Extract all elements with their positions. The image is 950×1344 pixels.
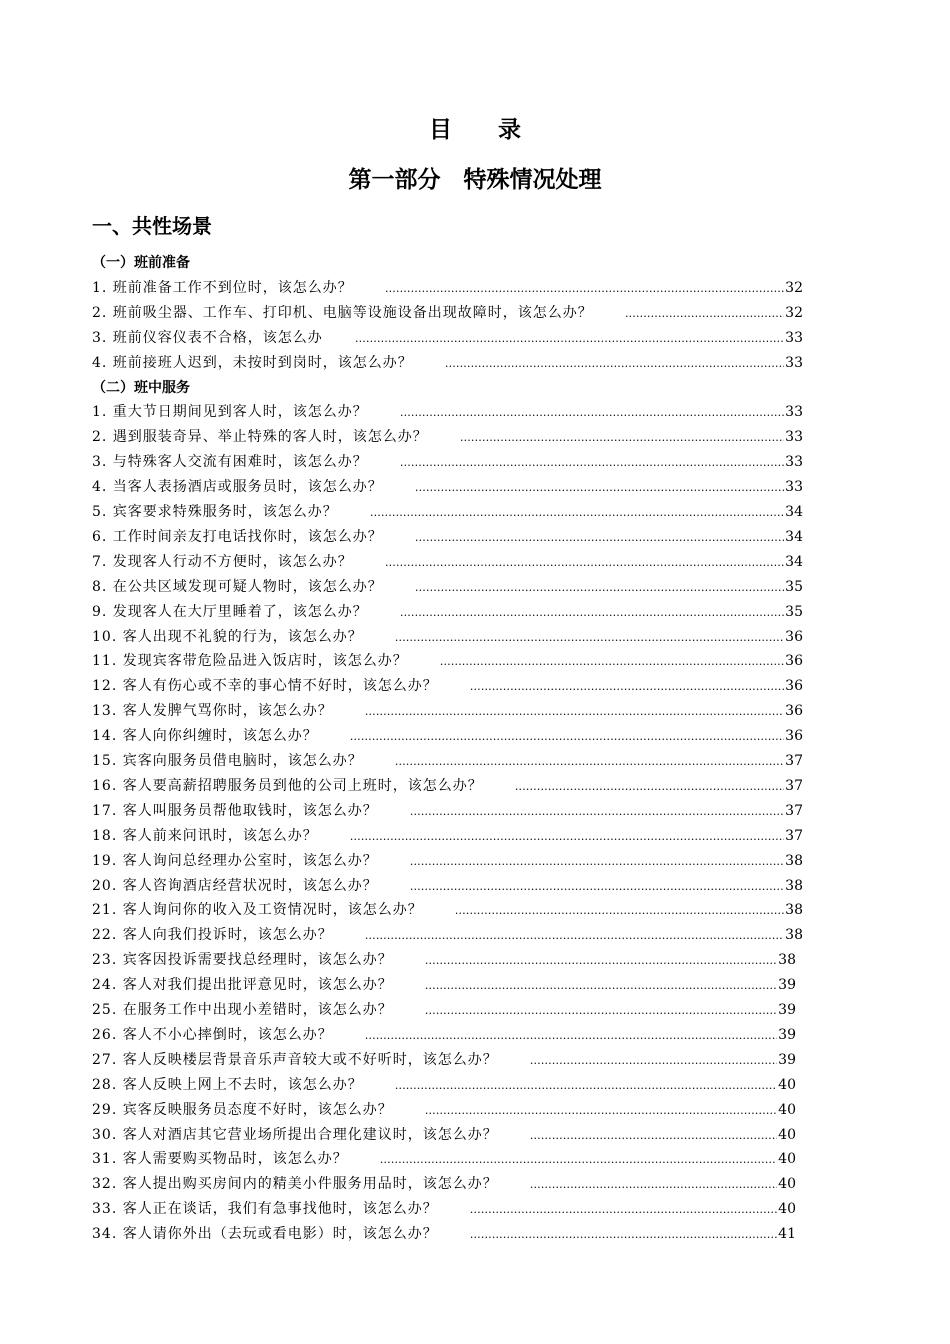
toc-page-number: 38: [785, 877, 803, 894]
toc-page-number: 38: [785, 852, 803, 869]
toc-entry[interactable]: [92, 1024, 796, 1044]
toc-entry-text: 16. 客人要高薪招聘服务员到他的公司上班时，该怎么办？: [92, 777, 483, 794]
toc-entry[interactable]: [92, 875, 803, 895]
toc-leader-dots: [415, 481, 784, 494]
toc-page-number: 36: [785, 628, 803, 645]
toc-entry-text: 26. 客人不小心摔倒时，该怎么办？: [92, 1026, 333, 1043]
toc-page-number: 37: [785, 802, 803, 819]
toc-leader-dots: [400, 606, 784, 619]
toc-entry[interactable]: [92, 1049, 796, 1069]
toc-entry[interactable]: [92, 277, 803, 297]
toc-page-number: 40: [778, 1076, 796, 1093]
toc-leader-dots: [470, 680, 784, 693]
toc-entry-text: 10. 客人出现不礼貌的行为，该怎么办？: [92, 628, 363, 645]
toc-leader-dots: [530, 1178, 777, 1191]
toc-entry-text: 28. 客人反映上网上不去时，该怎么办？: [92, 1076, 363, 1093]
toc-page-number: 40: [778, 1101, 796, 1118]
toc-page-number: 39: [778, 1026, 796, 1043]
toc-leader-dots: [365, 705, 784, 718]
toc-page-number: 33: [785, 404, 803, 421]
toc-entry-text: 15. 宾客向服务员借电脑时，该怎么办？: [92, 753, 363, 769]
toc-leader-dots: [415, 531, 784, 544]
toc-entry[interactable]: [92, 476, 803, 496]
toc-leader-dots: [395, 1079, 777, 1092]
toc-leader-dots: [425, 1004, 777, 1017]
toc-entry-text: 20. 客人咨询酒店经营状况时，该怎么办？: [92, 877, 378, 894]
toc-page-number: 37: [785, 827, 803, 844]
toc-leader-dots: [395, 631, 784, 644]
toc-entry-text: 24. 客人对我们提出批评意见时，该怎么办？: [92, 977, 393, 994]
toc-entry[interactable]: [92, 924, 803, 944]
toc-entry-text: 4. 当客人表扬酒店或服务员时，该怎么办？: [92, 479, 383, 496]
toc-page-number: 34: [785, 528, 803, 545]
toc-page-number: 41: [778, 1226, 796, 1243]
toc-entry-text: 29. 宾客反映服务员态度不好时，该怎么办？: [92, 1101, 393, 1118]
toc-entry[interactable]: [92, 700, 803, 720]
toc-entry-text: 19. 客人询问总经理办公室时，该怎么办？: [92, 852, 378, 869]
toc-page-number: 37: [785, 777, 803, 794]
toc-entry[interactable]: [92, 576, 803, 596]
toc-entry-text: 13. 客人发脾气骂你时，该怎么办？: [92, 703, 333, 720]
toc-page-number: 37: [785, 753, 803, 769]
toc-leader-dots: [515, 780, 784, 793]
toc-group-heading: （一）班前准备: [92, 255, 190, 271]
toc-leader-dots: [470, 1203, 777, 1216]
toc-entry-text: 14. 客人向你纠缠时，该怎么办？: [92, 728, 318, 745]
toc-entry-text: 27. 客人反映楼层背景音乐声音较大或不好听时，该怎么办？: [92, 1051, 498, 1068]
toc-page-number: 35: [785, 603, 803, 620]
toc-entry[interactable]: [92, 426, 803, 446]
toc-entry[interactable]: [92, 626, 803, 646]
toc-page-number: 33: [785, 454, 803, 471]
toc-entry[interactable]: [92, 352, 803, 372]
toc-entry-text: 2. 遇到服装奇异、举止特殊的客人时，该怎么办？: [92, 429, 428, 446]
toc-leader-dots: [350, 730, 784, 743]
toc-entry[interactable]: [92, 451, 803, 471]
toc-entry-text: 22. 客人向我们投诉时，该怎么办？: [92, 927, 333, 944]
toc-entry[interactable]: [92, 825, 803, 845]
toc-leader-dots: [470, 1228, 777, 1241]
part-title: 第一部分 特殊情况处理: [348, 167, 602, 193]
toc-page-number: 36: [785, 678, 803, 695]
toc-leader-dots: [410, 855, 784, 868]
toc-entry-text: 3. 与特殊客人交流有困难时，该怎么办？: [92, 454, 368, 471]
toc-leader-dots: [400, 456, 784, 469]
toc-leader-dots: [355, 332, 784, 345]
toc-leader-dots: [410, 805, 784, 818]
toc-leader-dots: [455, 904, 784, 917]
toc-leader-dots: [385, 282, 784, 295]
toc-entry[interactable]: [92, 974, 796, 994]
toc-leader-dots: [370, 506, 784, 519]
toc-page-number: 39: [778, 1002, 796, 1018]
toc-entry[interactable]: [92, 750, 803, 770]
toc-leader-dots: [365, 1029, 777, 1042]
toc-entry[interactable]: [92, 1099, 796, 1119]
toc-entry[interactable]: [92, 800, 803, 820]
toc-entry[interactable]: [92, 899, 803, 919]
toc-entry[interactable]: [92, 1148, 796, 1168]
toc-title: 目录: [429, 117, 567, 143]
toc-page-number: 36: [785, 703, 803, 720]
toc-entry-text: 34. 客人请你外出（去玩或看电影）时，该怎么办？: [92, 1226, 438, 1243]
toc-leader-dots: [425, 979, 777, 992]
toc-entry[interactable]: [92, 1223, 796, 1243]
toc-leader-dots: [530, 1129, 777, 1142]
toc-entry-text: 1. 重大节日期间见到客人时，该怎么办？: [92, 404, 368, 421]
toc-leader-dots: [460, 431, 784, 444]
toc-entry-text: 6. 工作时间亲友打电话找你时，该怎么办？: [92, 528, 383, 545]
toc-page-number: 35: [785, 578, 803, 595]
toc-entry[interactable]: [92, 501, 803, 521]
toc-entry-text: 21. 客人询问你的收入及工资情况时，该怎么办？: [92, 902, 423, 919]
toc-leader-dots: [425, 954, 777, 967]
toc-entry[interactable]: [92, 949, 796, 969]
toc-entry[interactable]: [92, 999, 796, 1019]
toc-page-number: 38: [785, 902, 803, 919]
toc-page-number: 32: [785, 304, 803, 321]
toc-entry-text: 17. 客人叫服务员帮他取钱时，该怎么办？: [92, 802, 378, 819]
toc-page-number: 32: [785, 279, 803, 296]
toc-entry[interactable]: [92, 551, 803, 571]
toc-entry-text: 1. 班前准备工作不到位时，该怎么办？: [92, 279, 353, 296]
toc-page-number: 33: [785, 429, 803, 446]
toc-entry-text: 2. 班前吸尘器、工作车、打印机、电脑等设施设备出现故障时，该怎么办？: [92, 304, 593, 321]
toc-entry-text: 18. 客人前来问讯时，该怎么办？: [92, 827, 318, 844]
toc-page-number: 33: [785, 354, 803, 371]
toc-entry[interactable]: [92, 327, 803, 347]
toc-leader-dots: [350, 830, 784, 843]
toc-entry-text: 11. 发现宾客带危险品进入饭店时，该怎么办？: [92, 653, 408, 670]
toc-entry-text: 4. 班前接班人迟到，未按时到岗时，该怎么办？: [92, 354, 413, 371]
toc-page-number: 39: [778, 1051, 796, 1068]
toc-entry[interactable]: [92, 650, 803, 670]
toc-entry-text: 32. 客人提出购买房间内的精美小件服务用品时，该怎么办？: [92, 1176, 498, 1193]
toc-entry-text: 30. 客人对酒店其它营业场所提出合理化建议时，该怎么办？: [92, 1126, 498, 1143]
toc-page-number: 38: [785, 927, 803, 944]
toc-entry[interactable]: [92, 1074, 796, 1094]
toc-leader-dots: [380, 1153, 777, 1166]
toc-page-number: 40: [778, 1151, 796, 1168]
toc-page-number: 40: [778, 1201, 796, 1218]
toc-leader-dots: [365, 929, 784, 942]
toc-entry-text: 7. 发现客人行动不方便时，该怎么办？: [92, 553, 353, 570]
toc-leader-dots: [625, 307, 784, 320]
toc-entry-text: 8. 在公共区域发现可疑人物时，该怎么办？: [92, 578, 383, 595]
toc-page-number: 36: [785, 728, 803, 745]
toc-page-number: 38: [778, 952, 796, 969]
toc-leader-dots: [395, 755, 784, 768]
toc-leader-dots: [415, 581, 784, 594]
toc-entry-text: 31. 客人需要购买物品时，该怎么办？: [92, 1151, 348, 1168]
toc-leader-dots: [385, 556, 784, 569]
toc-entry-text: 5. 宾客要求特殊服务时，该怎么办？: [92, 504, 338, 520]
section-title: 一、共性场景: [92, 214, 212, 238]
toc-leader-dots: [425, 1104, 777, 1117]
toc-leader-dots: [440, 655, 784, 668]
toc-entry[interactable]: [92, 725, 803, 745]
toc-page-number: 40: [778, 1176, 796, 1193]
toc-page-number: 33: [785, 479, 803, 496]
toc-entry-text: 33. 客人正在谈话，我们有急事找他时，该怎么办？: [92, 1201, 438, 1218]
toc-entry[interactable]: [92, 1198, 796, 1218]
toc-entry[interactable]: [92, 401, 803, 421]
toc-group-heading: （二）班中服务: [92, 379, 190, 396]
toc-entry-text: 12. 客人有伤心或不幸的事心情不好时，该怎么办？: [92, 678, 438, 695]
toc-entry-text: 3. 班前仪容仪表不合格，该怎么办: [92, 329, 323, 346]
toc-leader-dots: [400, 406, 784, 419]
toc-leader-dots: [445, 357, 784, 370]
toc-entry[interactable]: [92, 675, 803, 695]
toc-page-number: 40: [778, 1126, 796, 1143]
toc-entry[interactable]: [92, 601, 803, 621]
toc-entry[interactable]: [92, 526, 803, 546]
toc-entry[interactable]: [92, 1124, 796, 1144]
toc-entry[interactable]: [92, 850, 803, 870]
toc-entry-text: 23. 宾客因投诉需要找总经理时，该怎么办？: [92, 952, 393, 969]
toc-entry[interactable]: [92, 1173, 796, 1193]
toc-entry-text: 25. 在服务工作中出现小差错时，该怎么办？: [92, 1002, 393, 1018]
toc-page-number: 34: [785, 504, 803, 520]
toc-page-number: 33: [785, 329, 803, 346]
toc-entry[interactable]: [92, 775, 803, 795]
toc-page-number: 36: [785, 653, 803, 670]
toc-page-number: 34: [785, 553, 803, 570]
toc-leader-dots: [530, 1054, 777, 1067]
toc-leader-dots: [410, 880, 784, 893]
toc-page-number: 39: [778, 977, 796, 994]
toc-entry-text: 9. 发现客人在大厅里睡着了，该怎么办？: [92, 603, 368, 620]
toc-entry[interactable]: [92, 302, 803, 322]
